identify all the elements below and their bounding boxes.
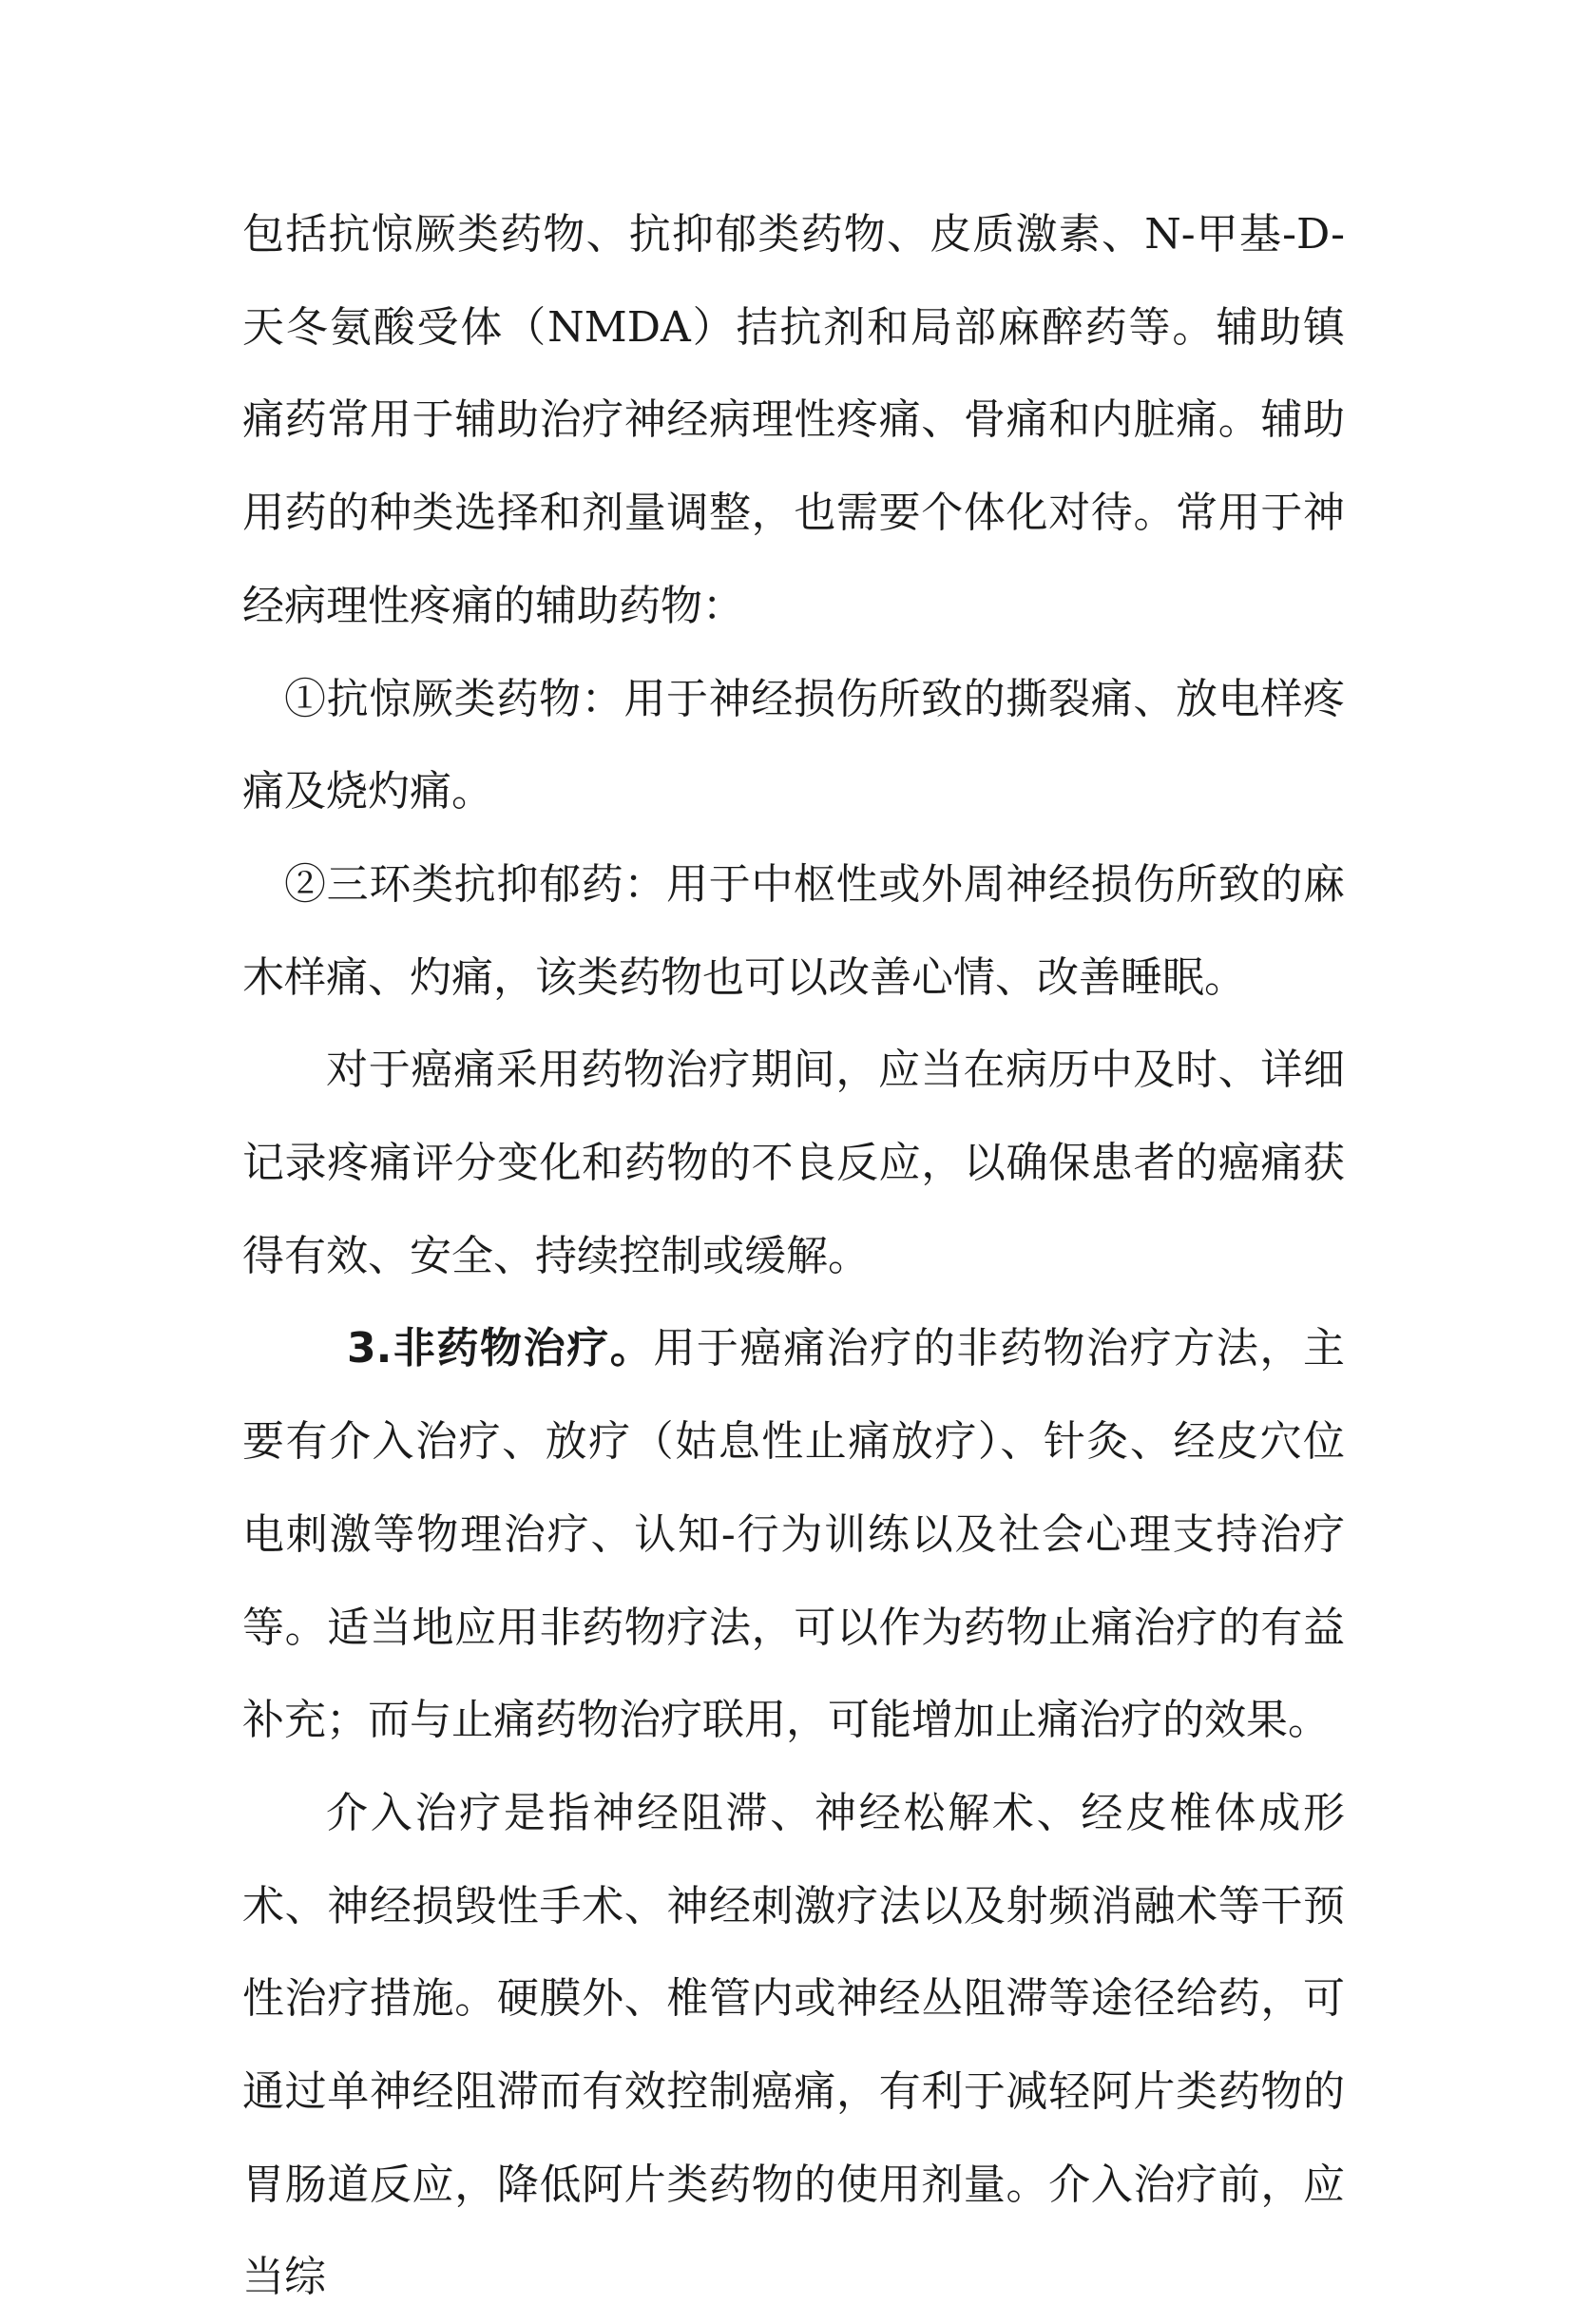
paragraph-tricyclic-antidepressants: ②三环类抗抑郁药：用于中枢性或外周神经损伤所致的麻木样痛、灼痛，该类药物也可以改善心情、改善睡眠。 — [242, 859, 1345, 1002]
paragraph-anticonvulsants: ①抗惊厥类药物：用于神经损伤所致的撕裂痛、放电样疼痛及烧灼痛。 — [242, 674, 1345, 816]
paragraph-pain-records: 对于癌痛采用药物治疗期间，应当在病历中及时、详细记录疼痛评分变化和药物的不良反应，以确保患者的癌痛获得有效、安全、持续控制或缓解。 — [242, 1046, 1345, 1280]
paragraph-non-drug-therapy — [242, 1302, 1345, 1767]
section-heading: 3.非药物治疗。 — [347, 1324, 654, 1373]
body-text — [242, 188, 1345, 2324]
section-body: 用于癌痛治疗的非药物治疗方法，主要有介入治疗、放疗（姑息性止痛放疗）、针灸、经皮穴位电刺激等物理治疗、认知-行为训练以及社会心理支持治疗等。适当地应用非药物疗法，可以作为药物止痛治疗的有益补充；而与止痛药物治疗联用，可能增加止痛治疗的效果。 — [242, 1324, 1345, 1745]
paragraph-interventional-therapy: 介入治疗是指神经阻滞、神经松解术、经皮椎体成形术、神经损毁性手术、神经刺激疗法以及射频消融术等干预性治疗措施。硬膜外、椎管内或神经丛阻滞等途径给药，可通过单神经阻滞而有效控制癌痛，有利于减轻阿片类药物的胃肠道反应，降低阿片类药物的使用剂量。介入治疗前，应当综 — [242, 1788, 1345, 2302]
paragraph-adjuvant-drugs: 包括抗惊厥类药物、抗抑郁类药物、皮质激素、N-甲基-D-天冬氨酸受体（NMDA）拮抗剂和局部麻醉药等。辅助镇痛药常用于辅助治疗神经病理性疼痛、骨痛和内脏痛。辅助用药的种类选择和剂量调整，也需要个体化对待。常用于神经病理性疼痛的辅助药物： — [242, 210, 1345, 630]
